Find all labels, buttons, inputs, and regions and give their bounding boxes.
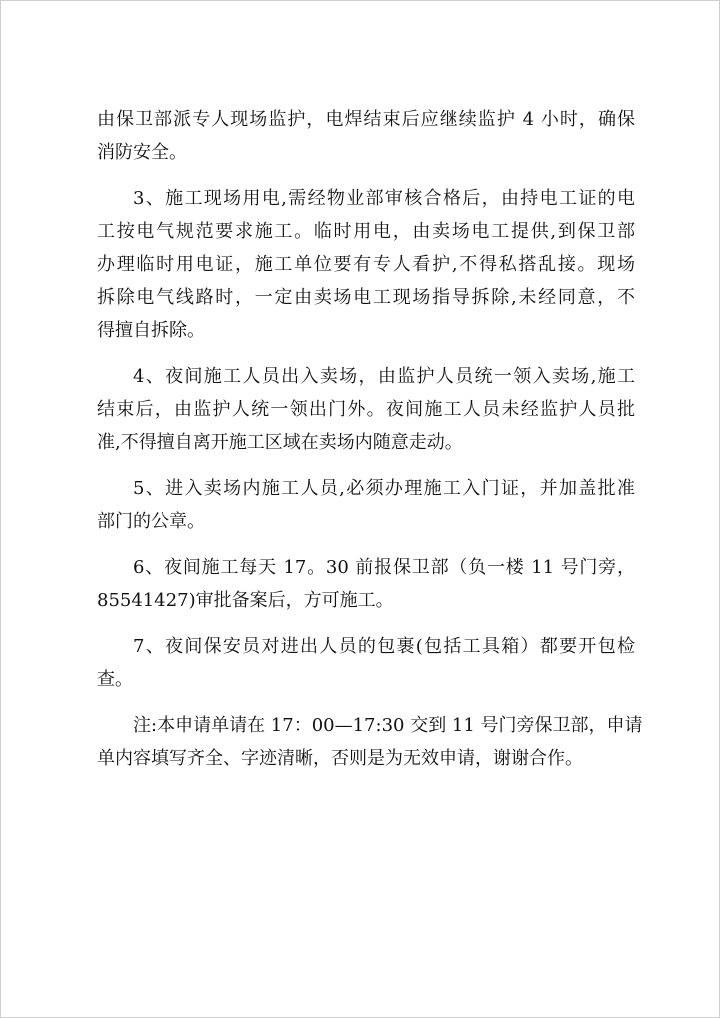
paragraph-item-3-electricity bbox=[97, 182, 635, 347]
paragraph-item-6-night-report bbox=[97, 551, 635, 617]
text-line: 由保卫部派专人现场监护，电焊结束后应继续监护 4 小时，确保 bbox=[97, 109, 635, 130]
document-body bbox=[97, 103, 643, 788]
text-line: 准,不得擅自离开施工区域在卖场内随意走动。 bbox=[97, 432, 463, 453]
text-line: 5、进入卖场内施工人员,必须办理施工入门证，并加盖批准 bbox=[133, 478, 635, 499]
text-line: 结束后，由监护人统一领出门外。夜间施工人员未经监护人员批 bbox=[97, 399, 635, 420]
text-line: 查。 bbox=[97, 669, 133, 690]
text-line: 部门的公章。 bbox=[97, 511, 205, 532]
text-line: 7、夜间保安员对进出人员的包裹(包括工具箱）都要开包检 bbox=[133, 636, 635, 657]
text-line: 消防安全。 bbox=[97, 142, 187, 163]
text-line: 办理临时用电证，施工单位要有专人看护,不得私搭乱接。现场 bbox=[97, 254, 635, 275]
text-line: 注:本申请单请在 17：00—17:30 交到 11 号门旁保卫部，申请 bbox=[133, 715, 643, 736]
text-line: 得擅自拆除。 bbox=[97, 320, 205, 341]
text-line: 单内容填写齐全、字迹清晰，否则是为无效申请，谢谢合作。 bbox=[97, 748, 583, 769]
text-line: 85541427)审批备案后，方可施工。 bbox=[97, 590, 394, 611]
paragraph-item-5-entry-permit bbox=[97, 472, 635, 538]
text-line: 工按电气规范要求施工。临时用电，由卖场电工提供,到保卫部 bbox=[97, 221, 635, 242]
text-line: 拆除电气线路时，一定由卖场电工现场指导拆除,未经同意，不 bbox=[97, 287, 635, 308]
text-line: 4、夜间施工人员出入卖场，由监护人员统一领入卖场,施工 bbox=[133, 366, 635, 387]
paragraph-supervision-continued bbox=[97, 103, 635, 169]
text-line: 3、施工现场用电,需经物业部审核合格后，由持电工证的电 bbox=[133, 188, 635, 209]
paragraph-item-4-night-entry bbox=[97, 360, 635, 459]
paragraph-item-7-bag-check bbox=[97, 630, 635, 696]
paragraph-note bbox=[97, 709, 643, 775]
text-line: 6、夜间施工每天 17。30 前报保卫部（负一楼 11 号门旁， bbox=[133, 557, 635, 578]
